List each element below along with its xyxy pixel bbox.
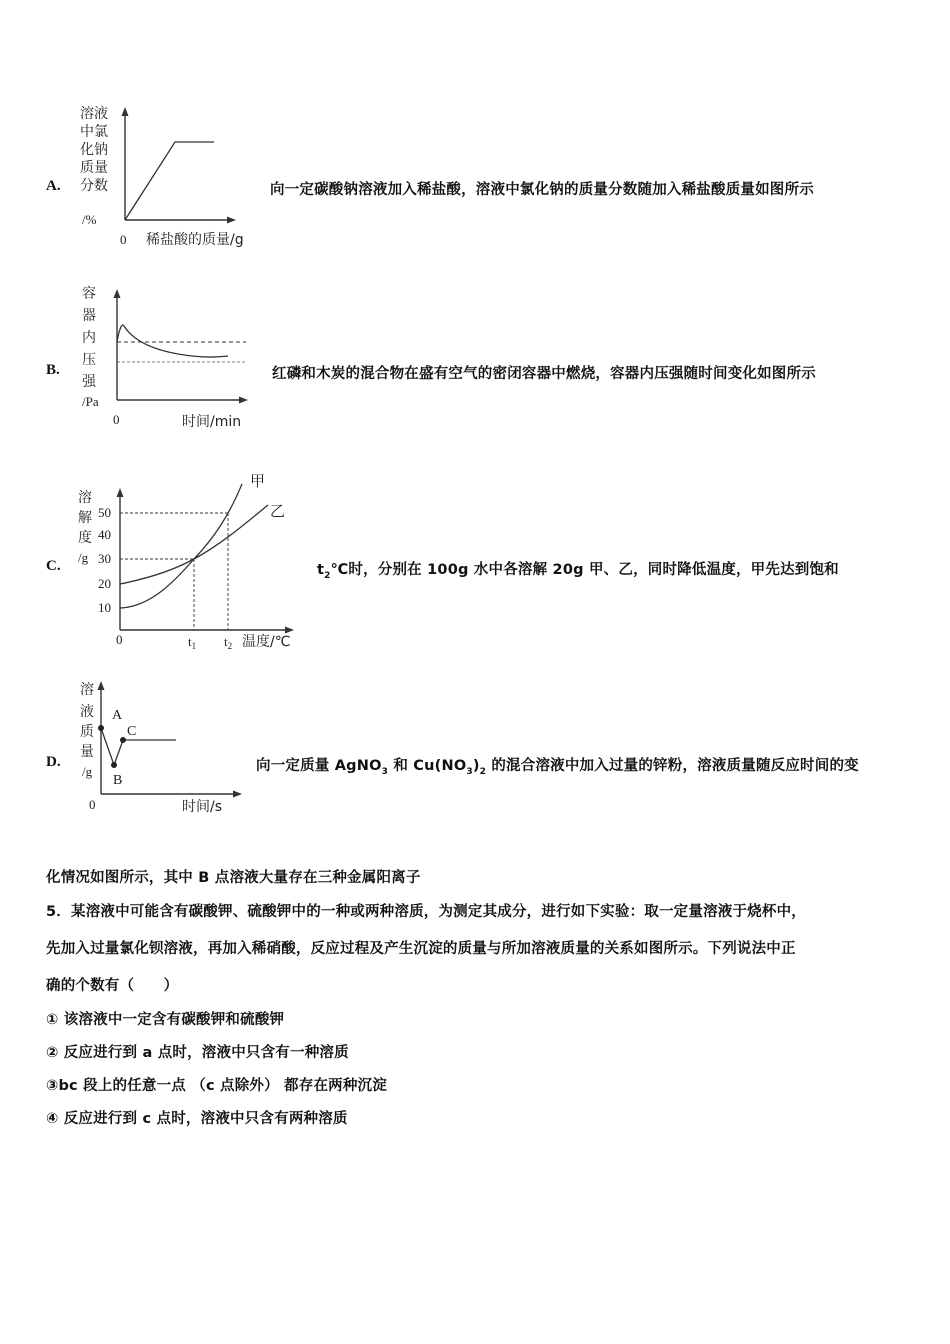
graph-b-ylabel — [82, 286, 99, 409]
option-d-text-part: 向一定质量 AgNO — [256, 758, 382, 774]
graph-a-curve — [125, 142, 214, 220]
graph-c-ylabel-line: /g — [78, 550, 89, 565]
graph-c-x-arrow — [285, 627, 294, 634]
option-d-text-sub: 2 — [479, 766, 487, 777]
graph-d-point-label: A — [112, 708, 123, 723]
graph-b-y-arrow — [114, 289, 121, 298]
graph-c-t2-t: t — [224, 634, 228, 649]
option-d-continuation: 化情况如图所示，其中 B 点溶液大量存在三种金属阳离子 — [46, 870, 421, 886]
graph-d-ylabel — [80, 681, 94, 779]
option-c-text — [317, 558, 839, 581]
graph-d-ylabel-line: /g — [82, 764, 93, 779]
graph-c-ylabel-line: 解 — [78, 510, 92, 526]
graph-c-curve-jia — [120, 484, 242, 608]
option-c-text-t: t — [317, 562, 325, 578]
graph-a-ylabel-line: 化钠 — [80, 142, 108, 158]
graph-c-t1-label — [188, 634, 196, 651]
option-a-text: 向一定碳酸钠溶液加入稀盐酸，溶液中氯化钠的质量分数随加入稀盐酸质量如图所示 — [270, 182, 814, 198]
graph-a-ylabel — [80, 105, 108, 227]
graph-a-ylabel-line: 质量 — [80, 160, 108, 176]
option-a-graph — [70, 98, 270, 250]
option-b-graph — [70, 280, 270, 430]
question5-statement-4: ④ 反应进行到 c 点时，溶液中只含有两种溶质 — [46, 1111, 348, 1127]
graph-c-series-label: 乙 — [270, 502, 286, 520]
graph-a-ylabel-line: 中氯 — [80, 124, 108, 140]
graph-d-curve — [101, 728, 176, 765]
question5-line: 确的个数有（ ） — [46, 978, 179, 994]
option-a-letter: A. — [46, 178, 61, 194]
question5-line: 5．某溶液中可能含有碳酸钾、硫酸钾中的一种或两种溶质，为测定其成分，进行如下实验：取一定量溶液于烧杯中， — [46, 904, 806, 920]
graph-d-xlabel: 时间/s — [182, 799, 223, 815]
graph-a-y-arrow — [122, 107, 129, 116]
option-d-text-part: ) — [472, 758, 480, 774]
graph-b-ylabel-line: 强 — [82, 374, 96, 390]
option-c-graph — [70, 462, 310, 654]
graph-d-ylabel-line: 量 — [80, 744, 94, 760]
option-b-letter: B. — [46, 362, 60, 378]
graph-b-ylabel-line: 容 — [82, 286, 96, 302]
graph-c-t2-label — [224, 634, 232, 651]
graph-c-ylabel-line: 度 — [78, 530, 92, 546]
question5-line: 先加入过量氯化钡溶液，再加入稀硝酸，反应过程及产生沉淀的质量与所加溶液质量的关系如图所示。下列说法中正 — [46, 941, 796, 957]
graph-b-curve — [117, 325, 228, 357]
question5-statement-1: ① 该溶液中一定含有碳酸钾和硫酸钾 — [46, 1012, 285, 1028]
graph-a-x-arrow — [227, 217, 236, 224]
graph-c-series-label: 甲 — [250, 472, 266, 490]
graph-c-ytick: 30 — [98, 551, 111, 566]
graph-d-ylabel-line: 溶 — [80, 682, 94, 698]
question5-statement-3: ③bc 段上的任意一点 （c 点除外） 都存在两种沉淀 — [46, 1078, 387, 1094]
graph-d-point-c — [120, 737, 126, 743]
graph-c-t1-sub: 1 — [191, 641, 197, 651]
graph-d-point-b — [111, 762, 117, 768]
graph-c-ytick: 20 — [98, 576, 111, 591]
option-d-text-sub: 3 — [466, 766, 473, 777]
option-c-text-rest: ℃时，分别在 100g 水中各溶解 20g 甲、乙，同时降低温度，甲先达到饱和 — [330, 562, 839, 578]
option-d-text-sub: 3 — [381, 766, 389, 777]
graph-b-x-arrow — [239, 397, 248, 404]
graph-b-ylabel-line: 器 — [82, 308, 96, 324]
graph-b-origin: 0 — [113, 412, 120, 427]
graph-d-y-arrow — [98, 681, 105, 690]
graph-a-ylabel-line: 溶液 — [80, 106, 108, 122]
option-d-text-part: 和 Cu(NO — [388, 758, 467, 774]
graph-c-ytick: 50 — [98, 505, 111, 520]
option-c-letter: C. — [46, 558, 61, 574]
graph-c-ylabel — [78, 489, 92, 565]
graph-c-t1-t: t — [188, 634, 192, 649]
graph-c-ylabel-line: 溶 — [78, 490, 92, 506]
option-c-text-sub: 2 — [324, 570, 331, 581]
graph-c-curve-yi — [120, 505, 268, 584]
graph-b-ylabel-line: 内 — [82, 330, 96, 346]
graph-b-ylabel-line: 压 — [82, 352, 96, 368]
graph-c-ytick: 40 — [98, 527, 111, 542]
question5-statement-2: ② 反应进行到 a 点时，溶液中只含有一种溶质 — [46, 1045, 349, 1061]
graph-d-origin: 0 — [89, 797, 96, 812]
option-d-text — [256, 754, 859, 777]
graph-c-origin: 0 — [116, 632, 123, 647]
option-d-letter: D. — [46, 754, 61, 770]
graph-d-ylabel-line: 液 — [80, 704, 94, 720]
graph-c-t2-sub: 2 — [227, 641, 233, 651]
graph-b-ylabel-line: /Pa — [82, 394, 99, 409]
graph-c-xlabel: 温度/℃ — [242, 634, 291, 650]
graph-c-y-arrow — [117, 488, 124, 497]
graph-d-ylabel-line: 质 — [80, 724, 94, 740]
graph-a-xlabel: 稀盐酸的质量/g — [146, 232, 244, 248]
option-d-graph — [70, 672, 270, 822]
option-b-text: 红磷和木炭的混合物在盛有空气的密闭容器中燃烧，容器内压强随时间变化如图所示 — [272, 366, 816, 382]
graph-a-ylabel-line: /% — [82, 212, 97, 227]
graph-d-x-arrow — [233, 791, 242, 798]
option-d-text-part: 的混合溶液中加入过量的锌粉，溶液质量随反应时间的变 — [486, 758, 859, 774]
graph-c-ytick: 10 — [98, 600, 111, 615]
graph-d-point-a — [98, 725, 104, 731]
graph-d-point-label: B — [113, 773, 123, 788]
graph-a-ylabel-line: 分数 — [80, 178, 108, 194]
graph-d-point-label: C — [127, 724, 137, 739]
graph-b-xlabel: 时间/min — [182, 414, 242, 430]
graph-a-origin: 0 — [120, 232, 127, 247]
